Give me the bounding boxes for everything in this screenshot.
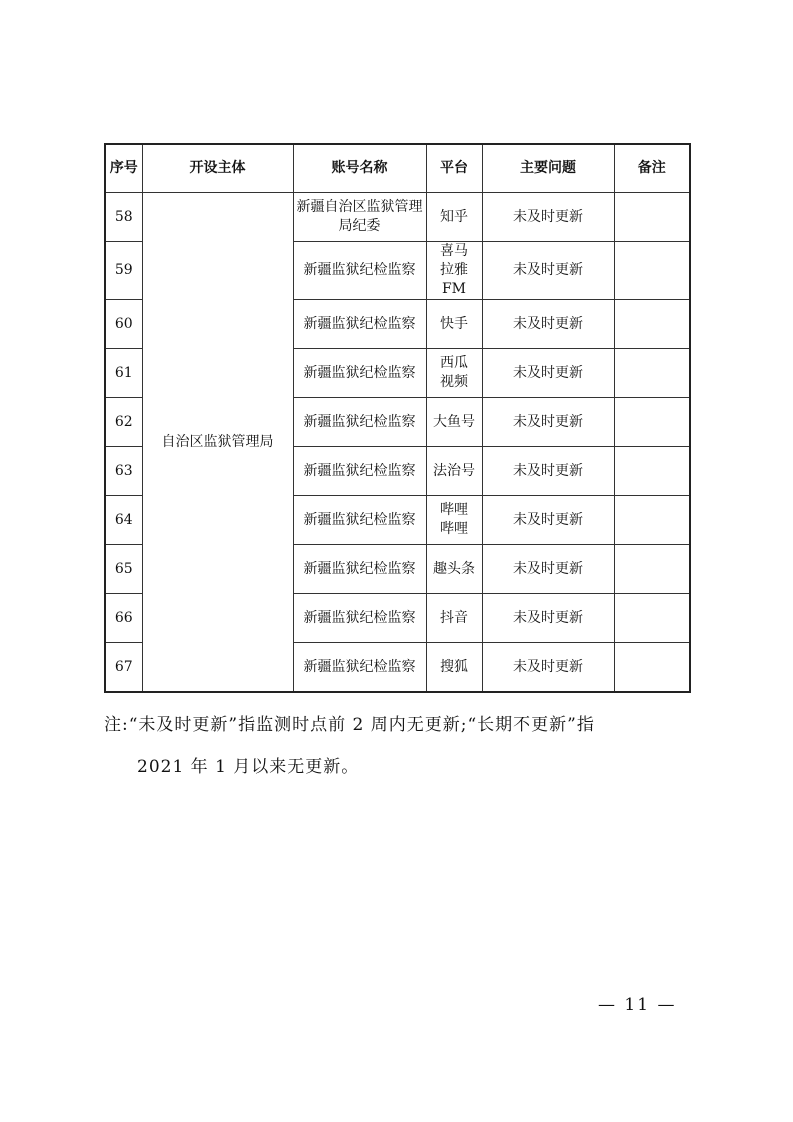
main-issue: 未及时更新 <box>482 193 614 242</box>
row-index: 67 <box>105 643 142 693</box>
remark <box>614 545 690 594</box>
remark <box>614 594 690 643</box>
remark <box>614 300 690 349</box>
page-number: — 11 — <box>598 995 677 1015</box>
account-name: 新疆监狱纪检监察 <box>293 300 426 349</box>
row-index: 58 <box>105 193 142 242</box>
table-row <box>105 193 690 242</box>
remark <box>614 193 690 242</box>
header-entity: 开设主体 <box>142 144 293 193</box>
remark <box>614 496 690 545</box>
row-index: 63 <box>105 447 142 496</box>
header-platform: 平台 <box>426 144 482 193</box>
main-issue: 未及时更新 <box>482 594 614 643</box>
remark <box>614 447 690 496</box>
main-issue: 未及时更新 <box>482 349 614 398</box>
footnote-line-1: 注:“未及时更新”指监测时点前 2 周内无更新;“长期不更新”指 <box>104 715 595 735</box>
account-name: 新疆监狱纪检监察 <box>293 643 426 693</box>
remark <box>614 349 690 398</box>
main-issue: 未及时更新 <box>482 242 614 300</box>
remark <box>614 242 690 300</box>
platform: 趣头条 <box>426 545 482 594</box>
row-index: 65 <box>105 545 142 594</box>
main-issue: 未及时更新 <box>482 496 614 545</box>
header-remark: 备注 <box>614 144 690 193</box>
account-name: 新疆监狱纪检监察 <box>293 545 426 594</box>
account-name: 新疆监狱纪检监察 <box>293 349 426 398</box>
table-header-row <box>105 144 690 193</box>
row-index: 66 <box>105 594 142 643</box>
entity-cell: 自治区监狱管理局 <box>142 193 293 693</box>
remark <box>614 398 690 447</box>
remark <box>614 643 690 693</box>
main-issue: 未及时更新 <box>482 545 614 594</box>
platform: 知乎 <box>426 193 482 242</box>
row-index: 62 <box>105 398 142 447</box>
main-issue: 未及时更新 <box>482 398 614 447</box>
row-index: 60 <box>105 300 142 349</box>
account-name: 新疆监狱纪检监察 <box>293 398 426 447</box>
footnote-line-2: 2021 年 1 月以来无更新。 <box>137 757 360 777</box>
header-account: 账号名称 <box>293 144 426 193</box>
platform: 哔哩哔哩 <box>426 496 482 545</box>
platform: 抖音 <box>426 594 482 643</box>
main-issue: 未及时更新 <box>482 447 614 496</box>
main-issue: 未及时更新 <box>482 300 614 349</box>
account-name: 新疆监狱纪检监察 <box>293 447 426 496</box>
row-index: 64 <box>105 496 142 545</box>
platform: 法治号 <box>426 447 482 496</box>
header-issue: 主要问题 <box>482 144 614 193</box>
platform: 大鱼号 <box>426 398 482 447</box>
account-name: 新疆监狱纪检监察 <box>293 594 426 643</box>
account-name: 新疆自治区监狱管理局纪委 <box>293 193 426 242</box>
row-index: 59 <box>105 242 142 300</box>
platform: 快手 <box>426 300 482 349</box>
header-index: 序号 <box>105 144 142 193</box>
report-table <box>104 143 691 693</box>
platform: 喜马拉雅FM <box>426 242 482 300</box>
account-name: 新疆监狱纪检监察 <box>293 242 426 300</box>
platform: 搜狐 <box>426 643 482 693</box>
main-issue: 未及时更新 <box>482 643 614 693</box>
account-name: 新疆监狱纪检监察 <box>293 496 426 545</box>
row-index: 61 <box>105 349 142 398</box>
platform: 西瓜视频 <box>426 349 482 398</box>
